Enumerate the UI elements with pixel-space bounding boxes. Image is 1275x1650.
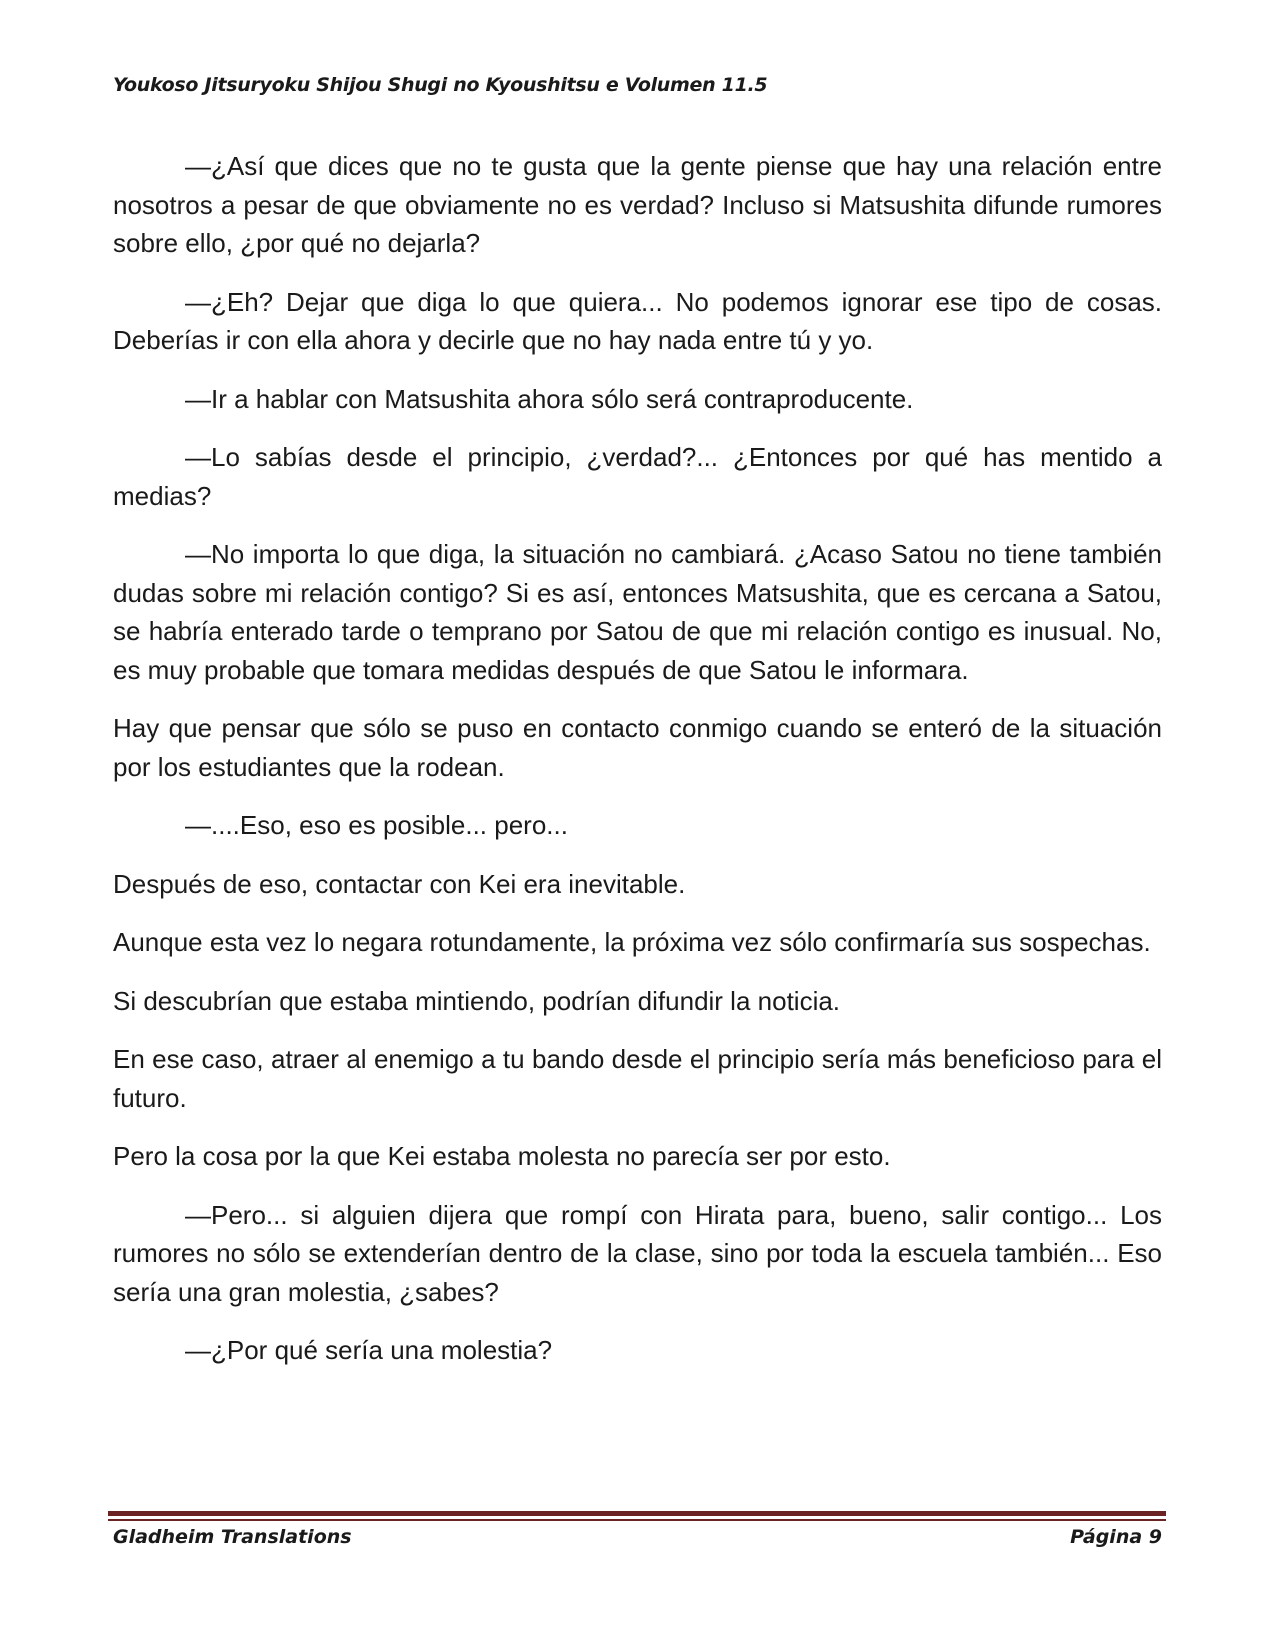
document-body (113, 147, 1162, 1390)
paragraph: —Ir a hablar con Matsushita ahora sólo será contraproducente. (185, 383, 914, 414)
paragraph: —No importa lo que diga, la situación no cambiará. ¿Acaso Satou no tiene también dudas sobre mi relación contigo? Si es así, entonces Matsushita, que es cercana a Satou, se habría enterado tarde o temprano por Satou de que mi relación contigo es inusual. No, es muy probable que tomara medidas después de que Satou le informara. (113, 539, 1162, 685)
paragraph: Pero la cosa por la que Kei estaba molesta no parecía ser por esto. (113, 1141, 891, 1171)
footer-divider-thin-line (108, 1519, 1166, 1521)
paragraph: —¿Por qué sería una molestia? (185, 1335, 553, 1365)
footer-divider-thick-line (108, 1511, 1166, 1516)
paragraph: —Lo sabías desde el principio, ¿verdad?... ¿Entonces por qué has mentido a medias? (113, 442, 1162, 511)
paragraph: Si descubrían que estaba mintiendo, podrían difundir la noticia. (113, 985, 841, 1016)
paragraph: Hay que pensar que sólo se puso en contacto conmigo cuando se enteró de la situación por los estudiantes que la rodean. (113, 713, 1162, 782)
footer-translator-credit: Gladheim Translations (113, 1526, 352, 1548)
paragraph: —....Eso, eso es posible... pero... (185, 810, 568, 840)
paragraph: —Pero... si alguien dijera que rompí con Hirata para, bueno, salir contigo... Los rumores no sólo se extenderían dentro de la clase, sino por toda la escuela también... Eso sería una gran molestia, ¿sabes? (113, 1199, 1162, 1307)
footer-page-number: Página 9 (1070, 1526, 1162, 1548)
paragraph: Aunque esta vez lo negara rotundamente, la próxima vez sólo confirmaría sus sospechas. (113, 927, 1151, 957)
page-header-title: Youkoso Jitsuryoku Shijou Shugi no Kyoushitsu e Volumen 11.5 (113, 74, 768, 96)
paragraph: —¿Eh? Dejar que diga lo que quiera... No podemos ignorar ese tipo de cosas. Deberías ir con ella ahora y decirle que no hay nada entre tú y yo. (113, 286, 1162, 355)
paragraph: Después de eso, contactar con Kei era inevitable. (113, 868, 686, 899)
paragraph: En ese caso, atraer al enemigo a tu bando desde el principio sería más beneficioso para el futuro. (113, 1044, 1162, 1113)
paragraph: —¿Así que dices que no te gusta que la gente piense que hay una relación entre nosotros a pesar de que obviamente no es verdad? Incluso si Matsushita difunde rumores sobre ello, ¿por qué no dejarla? (113, 151, 1162, 258)
